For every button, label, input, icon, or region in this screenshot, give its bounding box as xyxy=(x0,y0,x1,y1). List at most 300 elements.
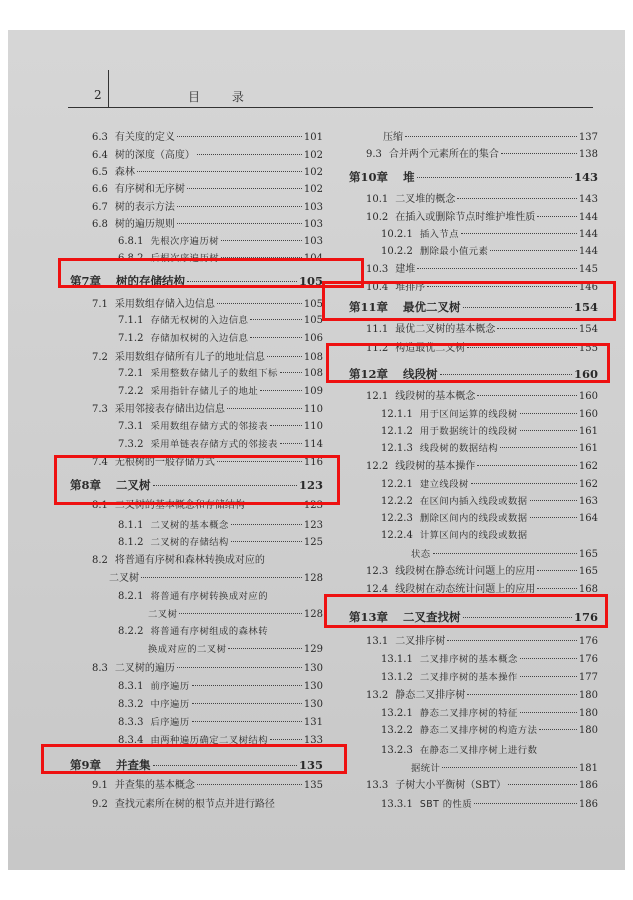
entry-title: 采用指针存储儿子的地址 xyxy=(150,386,259,397)
entry-number: 12.2.4 xyxy=(381,530,413,541)
toc-subsection-entry xyxy=(411,547,598,562)
entry-page-number: 103 xyxy=(303,202,323,213)
entry-title: 有关度的定义 xyxy=(114,132,175,143)
entry-page-number: 163 xyxy=(578,496,598,507)
toc-section-entry xyxy=(366,147,598,162)
entry-page-number: 135 xyxy=(303,780,323,791)
leader-dots xyxy=(500,447,577,448)
toc-section-entry xyxy=(92,148,323,163)
entry-number: 12.2.1 xyxy=(381,479,413,490)
entry-number: 13.3.1 xyxy=(381,799,413,810)
entry-number: 12.2 xyxy=(366,461,389,472)
entry-number: 8.3.4 xyxy=(118,735,144,746)
leader-dots xyxy=(267,356,302,357)
entry-page-number: 176 xyxy=(578,654,598,665)
leader-dots xyxy=(417,268,577,269)
entry-number: 7.1 xyxy=(92,299,108,310)
leader-dots xyxy=(177,136,302,137)
leader-dots xyxy=(508,784,577,785)
entry-page-number: 109 xyxy=(303,386,323,397)
toc-section-entry xyxy=(366,634,598,649)
toc-section-entry xyxy=(92,350,323,365)
toc-subsection-entry xyxy=(381,797,598,812)
entry-title: 最优二叉树的基本概念 xyxy=(395,324,496,335)
entry-title: 二叉查找树 xyxy=(403,610,461,624)
entry-page-number: 162 xyxy=(578,461,598,472)
leader-dots xyxy=(537,216,577,217)
toc-section-entry xyxy=(92,200,323,215)
entry-title: 据统计 xyxy=(411,763,441,774)
entry-title: 子树大小平衡树（SBT） xyxy=(395,780,507,791)
entry-title: 二叉树的基本概念和存储结构 xyxy=(114,500,245,511)
toc-subsection-entry xyxy=(118,589,323,604)
entry-title: 计算区间内的线段或数据 xyxy=(419,530,528,541)
entry-page-number: 161 xyxy=(578,426,598,437)
toc-subsection-entry xyxy=(381,494,598,509)
entry-page-number: 154 xyxy=(573,300,598,314)
entry-title: 构造最优二叉树 xyxy=(395,343,466,354)
highlight-box-chapter-12 xyxy=(326,343,610,383)
entry-title: 中序遍历 xyxy=(150,699,190,710)
leader-dots xyxy=(461,233,577,234)
entry-number: 7.2.1 xyxy=(118,368,144,379)
entry-number: 8.1.1 xyxy=(118,520,144,531)
leader-dots xyxy=(520,712,577,713)
entry-title: 树的表示方法 xyxy=(114,202,175,213)
leader-dots xyxy=(177,667,302,668)
entry-title: 将普通有序树转换成对应的 xyxy=(150,591,269,602)
toc-section-entry xyxy=(366,210,598,225)
entry-page-number: 145 xyxy=(578,264,598,275)
entry-title: 将普通有序树和森林转换成对应的 xyxy=(114,555,265,566)
entry-page-number: 105 xyxy=(298,274,323,288)
leader-dots xyxy=(447,640,577,641)
entry-title: 二叉树的存储结构 xyxy=(150,537,229,548)
entry-number: 6.6 xyxy=(92,184,108,195)
entry-title: 查找元素所在树的根节点并进行路径 xyxy=(114,799,275,810)
entry-title: 在区间内插入线段或数据 xyxy=(419,496,528,507)
entry-title: 换成对应的二叉树 xyxy=(148,644,227,655)
highlight-box-chapter-11 xyxy=(322,281,616,321)
highlight-box-chapter-7 xyxy=(58,258,364,288)
entry-title: 删除区间内的线段或数据 xyxy=(419,513,528,524)
toc-subsection-entry xyxy=(381,441,598,456)
toc-subsection-entry xyxy=(381,652,598,667)
toc-subsection-entry xyxy=(381,706,598,721)
entry-title: 插入节点 xyxy=(419,229,460,240)
entry-title: 前序遍历 xyxy=(150,681,190,692)
entry-title: 建堆 xyxy=(395,264,416,275)
entry-page-number: 155 xyxy=(578,343,598,354)
toc-subsection-entry xyxy=(381,528,598,543)
entry-title: 删除最小值元素 xyxy=(419,246,489,257)
toc-subsection-entry xyxy=(381,227,598,242)
entry-title: 后序遍历 xyxy=(150,717,190,728)
toc-subsection-entry xyxy=(381,244,598,259)
entry-title: 线段树的基本操作 xyxy=(395,461,476,472)
entry-number: 12.2.3 xyxy=(381,513,413,524)
entry-number: 12.1.2 xyxy=(381,426,413,437)
entry-page-number: 123 xyxy=(298,478,323,492)
page-number: 2 xyxy=(94,88,102,102)
entry-page-number: 181 xyxy=(578,763,598,774)
entry-number: 7.1.1 xyxy=(118,315,144,326)
entry-page-number: 186 xyxy=(578,799,598,810)
entry-page-number: 104 xyxy=(303,253,323,264)
entry-number: 8.3.3 xyxy=(118,717,144,728)
entry-page-number: 160 xyxy=(578,391,598,402)
entry-page-number: 177 xyxy=(578,672,598,683)
toc-section-entry xyxy=(383,130,598,145)
leader-dots xyxy=(537,588,577,589)
leader-dots xyxy=(405,136,577,137)
toc-section-entry xyxy=(92,130,323,145)
leader-dots xyxy=(250,319,301,320)
header-rule xyxy=(68,107,593,108)
entry-number: 第8章 xyxy=(70,478,102,492)
entry-number: 第10章 xyxy=(349,170,389,184)
entry-number: 10.4 xyxy=(366,282,389,293)
entry-number: 6.8 xyxy=(92,219,108,230)
leader-dots xyxy=(137,171,302,172)
leader-dots xyxy=(477,465,577,466)
entry-number: 12.1.1 xyxy=(381,409,413,420)
entry-number: 12.1.3 xyxy=(381,443,413,454)
entry-page-number: 180 xyxy=(578,690,598,701)
entry-number: 7.3.1 xyxy=(118,421,144,432)
leader-dots xyxy=(417,177,572,178)
entry-title: 静态二叉排序树的特征 xyxy=(419,708,518,719)
entry-number: 7.2 xyxy=(92,352,108,363)
entry-page-number: 164 xyxy=(578,513,598,524)
entry-page-number: 106 xyxy=(303,333,323,344)
entry-page-number: 102 xyxy=(303,184,323,195)
entry-title: 树的深度（高度） xyxy=(114,150,195,161)
entry-title: 在插入或删除节点时维护堆性质 xyxy=(395,212,536,223)
entry-title: 在静态二叉排序树上进行数 xyxy=(419,745,538,756)
entry-title: 采用整数存储儿子的数组下标 xyxy=(150,368,278,379)
leader-dots xyxy=(197,154,302,155)
toc-section-entry xyxy=(92,402,323,417)
entry-title: 堆 xyxy=(403,170,415,184)
entry-number: 8.2.2 xyxy=(118,626,144,637)
entry-number: 第7章 xyxy=(70,274,102,288)
entry-number: 第13章 xyxy=(349,610,389,624)
entry-page-number: 161 xyxy=(578,443,598,454)
toc-section-entry xyxy=(366,564,598,579)
entry-title: 线段树的数据结构 xyxy=(419,443,499,454)
entry-number: 7.1.2 xyxy=(118,333,144,344)
entry-title: 采用邻接表存储出边信息 xyxy=(114,404,225,415)
entry-title: 树的存储结构 xyxy=(116,274,186,288)
toc-subsection-entry xyxy=(118,419,323,434)
entry-number: 10.2 xyxy=(366,212,389,223)
entry-title: 树的遍历规则 xyxy=(114,219,175,230)
entry-number: 8.3.2 xyxy=(118,699,144,710)
entry-number: 13.2 xyxy=(366,690,389,701)
entry-number: 8.3 xyxy=(92,663,108,674)
entry-title: 二叉排序树的基本概念 xyxy=(419,654,518,665)
toc-subsection-entry xyxy=(118,437,323,452)
leader-dots xyxy=(490,250,577,251)
entry-title: SBT 的性质 xyxy=(419,799,473,810)
toc-subsection-entry xyxy=(118,331,323,346)
entry-title: 线段树在动态统计问题上的应用 xyxy=(395,584,536,595)
entry-page-number: 108 xyxy=(303,368,323,379)
entry-number: 7.3 xyxy=(92,404,108,415)
toc-subsection-entry xyxy=(381,670,598,685)
entry-number: 12.2.2 xyxy=(381,496,413,507)
entry-title: 压缩 xyxy=(383,132,403,143)
entry-title: 先根次序遍历树 xyxy=(150,236,220,247)
leader-dots xyxy=(520,658,577,659)
toc-section-entry xyxy=(109,571,323,586)
toc-subsection-entry xyxy=(381,424,598,439)
entry-number: 6.5 xyxy=(92,167,108,178)
entry-page-number: 176 xyxy=(578,636,598,647)
toc-section-entry xyxy=(366,192,598,207)
leader-dots xyxy=(192,703,302,704)
entry-title: 无根树的一般存储方式 xyxy=(114,457,215,468)
highlight-box-chapter-13 xyxy=(324,594,608,628)
entry-title: 最优二叉树 xyxy=(403,300,461,314)
leader-dots xyxy=(192,685,302,686)
entry-page-number: 135 xyxy=(298,758,323,772)
toc-subsection-entry xyxy=(118,518,323,533)
entry-title: 将普通有序树组成的森林转 xyxy=(150,626,269,637)
entry-number: 13.2.2 xyxy=(381,725,413,736)
leader-dots xyxy=(457,198,577,199)
entry-title: 二叉树 xyxy=(148,609,178,620)
toc-section-entry xyxy=(366,688,598,703)
leader-dots xyxy=(179,613,302,614)
leader-dots xyxy=(192,721,302,722)
entry-page-number: 144 xyxy=(578,246,598,257)
entry-number: 10.3 xyxy=(366,264,389,275)
entry-page-number: 143 xyxy=(573,170,598,184)
entry-title: 后根次序遍历树 xyxy=(150,253,220,264)
toc-section-entry xyxy=(366,389,598,404)
entry-page-number: 105 xyxy=(303,315,323,326)
leader-dots xyxy=(501,153,577,154)
toc-subsection-entry xyxy=(118,234,323,249)
entry-number: 7.3.2 xyxy=(118,439,144,450)
entry-title: 采用数组存储入边信息 xyxy=(114,299,215,310)
leader-dots xyxy=(539,729,577,730)
leader-dots xyxy=(520,430,577,431)
entry-number: 13.1.2 xyxy=(381,672,413,683)
toc-section-entry xyxy=(366,459,598,474)
entry-title: 采用数组存储方式的邻接表 xyxy=(150,421,269,432)
toc-subsection-entry xyxy=(118,715,323,730)
toc-section-entry xyxy=(92,165,323,180)
toc-section-entry xyxy=(92,553,323,568)
page-header xyxy=(68,88,593,108)
entry-page-number: 123 xyxy=(303,520,323,531)
entry-title: 线段树的基本概念 xyxy=(395,391,476,402)
entry-number: 6.7 xyxy=(92,202,108,213)
page-title: 目 录 xyxy=(188,90,258,104)
entry-number: 8.3.1 xyxy=(118,681,144,692)
entry-number: 13.3 xyxy=(366,780,389,791)
entry-number: 10.2.1 xyxy=(381,229,413,240)
leader-dots xyxy=(177,223,302,224)
entry-number: 第11章 xyxy=(349,300,389,314)
entry-title: 存储加权树的入边信息 xyxy=(150,333,249,344)
entry-page-number: 108 xyxy=(303,352,323,363)
entry-title: 二叉树 xyxy=(109,573,139,584)
entry-number: 第12章 xyxy=(349,367,389,381)
entry-number: 12.4 xyxy=(366,584,389,595)
toc-subsection-entry xyxy=(118,535,323,550)
entry-title: 线段树在静态统计问题上的应用 xyxy=(395,566,536,577)
toc-subsection-entry xyxy=(118,366,323,381)
entry-page-number: 186 xyxy=(578,780,598,791)
leader-dots xyxy=(530,517,577,518)
entry-number: 11.1 xyxy=(366,324,389,335)
entry-page-number: 180 xyxy=(578,725,598,736)
entry-number: 6.8.1 xyxy=(118,236,144,247)
entry-page-number: 131 xyxy=(303,717,323,728)
toc-subsection-entry xyxy=(118,679,323,694)
toc-subsection-entry xyxy=(148,607,323,622)
toc-chapter-entry xyxy=(349,170,598,185)
entry-page-number: 101 xyxy=(303,132,323,143)
leader-dots xyxy=(442,767,577,768)
toc-section-entry xyxy=(92,661,323,676)
entry-title: 二叉树的基本概念 xyxy=(150,520,229,531)
entry-number: 8.1 xyxy=(92,500,108,511)
entry-page-number: 128 xyxy=(303,573,323,584)
entry-title: 静态二叉排序树的构造方法 xyxy=(419,725,538,736)
entry-page-number: 130 xyxy=(303,681,323,692)
toc-section-entry xyxy=(92,182,323,197)
toc-subsection-entry xyxy=(118,697,323,712)
toc-section-entry xyxy=(366,778,598,793)
entry-title: 建立线段树 xyxy=(419,479,469,490)
entry-number: 6.3 xyxy=(92,132,108,143)
entry-number: 11.2 xyxy=(366,343,389,354)
highlight-box-chapter-8 xyxy=(54,455,340,505)
leader-dots xyxy=(280,443,302,444)
entry-number: 7.4 xyxy=(92,457,108,468)
entry-number: 13.1 xyxy=(366,636,389,647)
highlight-box-chapter-9 xyxy=(41,744,347,774)
entry-number: 第9章 xyxy=(70,758,102,772)
entry-title: 二叉树的遍历 xyxy=(114,663,175,674)
entry-number: 6.4 xyxy=(92,150,108,161)
leader-dots xyxy=(231,524,302,525)
entry-page-number: 180 xyxy=(578,708,598,719)
entry-page-number: 110 xyxy=(303,421,323,432)
leader-dots xyxy=(187,188,302,189)
leader-dots xyxy=(520,676,577,677)
toc-section-entry xyxy=(92,297,323,312)
leader-dots xyxy=(250,337,301,338)
entry-page-number: 144 xyxy=(578,212,598,223)
entry-page-number: 143 xyxy=(578,194,598,205)
toc-subsection-entry xyxy=(118,624,323,639)
leader-dots xyxy=(231,541,302,542)
entry-title: 二叉排序树 xyxy=(395,636,446,647)
toc-subsection-entry xyxy=(118,313,323,328)
entry-title: 静态二叉排序树 xyxy=(395,690,466,701)
entry-title: 用于区间运算的线段树 xyxy=(419,409,518,420)
leader-dots xyxy=(141,577,302,578)
entry-page-number: 165 xyxy=(578,549,598,560)
entry-page-number: 123 xyxy=(303,500,323,511)
entry-page-number: 168 xyxy=(578,584,598,595)
entry-number: 9.3 xyxy=(366,149,382,160)
toc-subsection-entry xyxy=(381,511,598,526)
toc-subsection-entry xyxy=(148,642,323,657)
entry-number: 8.1.2 xyxy=(118,537,144,548)
entry-page-number: 129 xyxy=(303,644,323,655)
entry-page-number: 103 xyxy=(303,219,323,230)
entry-page-number: 146 xyxy=(578,282,598,293)
entry-page-number: 138 xyxy=(578,149,598,160)
entry-page-number: 176 xyxy=(573,610,598,624)
leader-dots xyxy=(520,413,577,414)
entry-number: 12.3 xyxy=(366,566,389,577)
entry-number: 10.2.2 xyxy=(381,246,413,257)
entry-number: 12.1 xyxy=(366,391,389,402)
leader-dots xyxy=(270,425,302,426)
toc-section-entry xyxy=(92,778,323,793)
entry-page-number: 160 xyxy=(573,367,598,381)
entry-title: 并查集的基本概念 xyxy=(114,780,195,791)
header-divider xyxy=(108,70,109,108)
entry-title: 由两种遍历确定二叉树结构 xyxy=(150,735,269,746)
toc-subsection-entry xyxy=(118,384,323,399)
entry-page-number: 144 xyxy=(578,229,598,240)
toc-section-entry xyxy=(366,262,598,277)
entry-page-number: 102 xyxy=(303,167,323,178)
leader-dots xyxy=(217,303,302,304)
entry-title: 状态 xyxy=(411,549,431,560)
entry-title: 合并两个元素所在的集合 xyxy=(388,149,499,160)
entry-page-number: 133 xyxy=(303,735,323,746)
leader-dots xyxy=(497,328,577,329)
toc-subsection-entry xyxy=(381,743,598,758)
leader-dots xyxy=(221,240,302,241)
entry-number: 8.2.1 xyxy=(118,591,144,602)
toc-subsection-entry xyxy=(381,407,598,422)
toc-section-entry xyxy=(92,797,323,812)
entry-number: 6.8.2 xyxy=(118,253,144,264)
leader-dots xyxy=(474,803,577,804)
entry-number: 9.1 xyxy=(92,780,108,791)
leader-dots xyxy=(537,570,577,571)
entry-number: 8.2 xyxy=(92,555,108,566)
leader-dots xyxy=(197,784,302,785)
entry-number: 13.2.1 xyxy=(381,708,413,719)
entry-page-number: 130 xyxy=(303,663,323,674)
leader-dots xyxy=(467,694,577,695)
entry-title: 用于数据统计的线段树 xyxy=(419,426,518,437)
entry-page-number: 154 xyxy=(578,324,598,335)
toc-subsection-entry xyxy=(381,477,598,492)
entry-title: 二叉堆的概念 xyxy=(395,194,456,205)
leader-dots xyxy=(227,408,302,409)
leader-dots xyxy=(530,500,577,501)
entry-number: 9.2 xyxy=(92,799,108,810)
entry-page-number: 114 xyxy=(303,439,323,450)
entry-title: 采用单链表存储方式的邻接表 xyxy=(150,439,278,450)
entry-page-number: 137 xyxy=(578,132,598,143)
toc-subsection-entry xyxy=(381,723,598,738)
entry-number: 13.2.3 xyxy=(381,745,413,756)
